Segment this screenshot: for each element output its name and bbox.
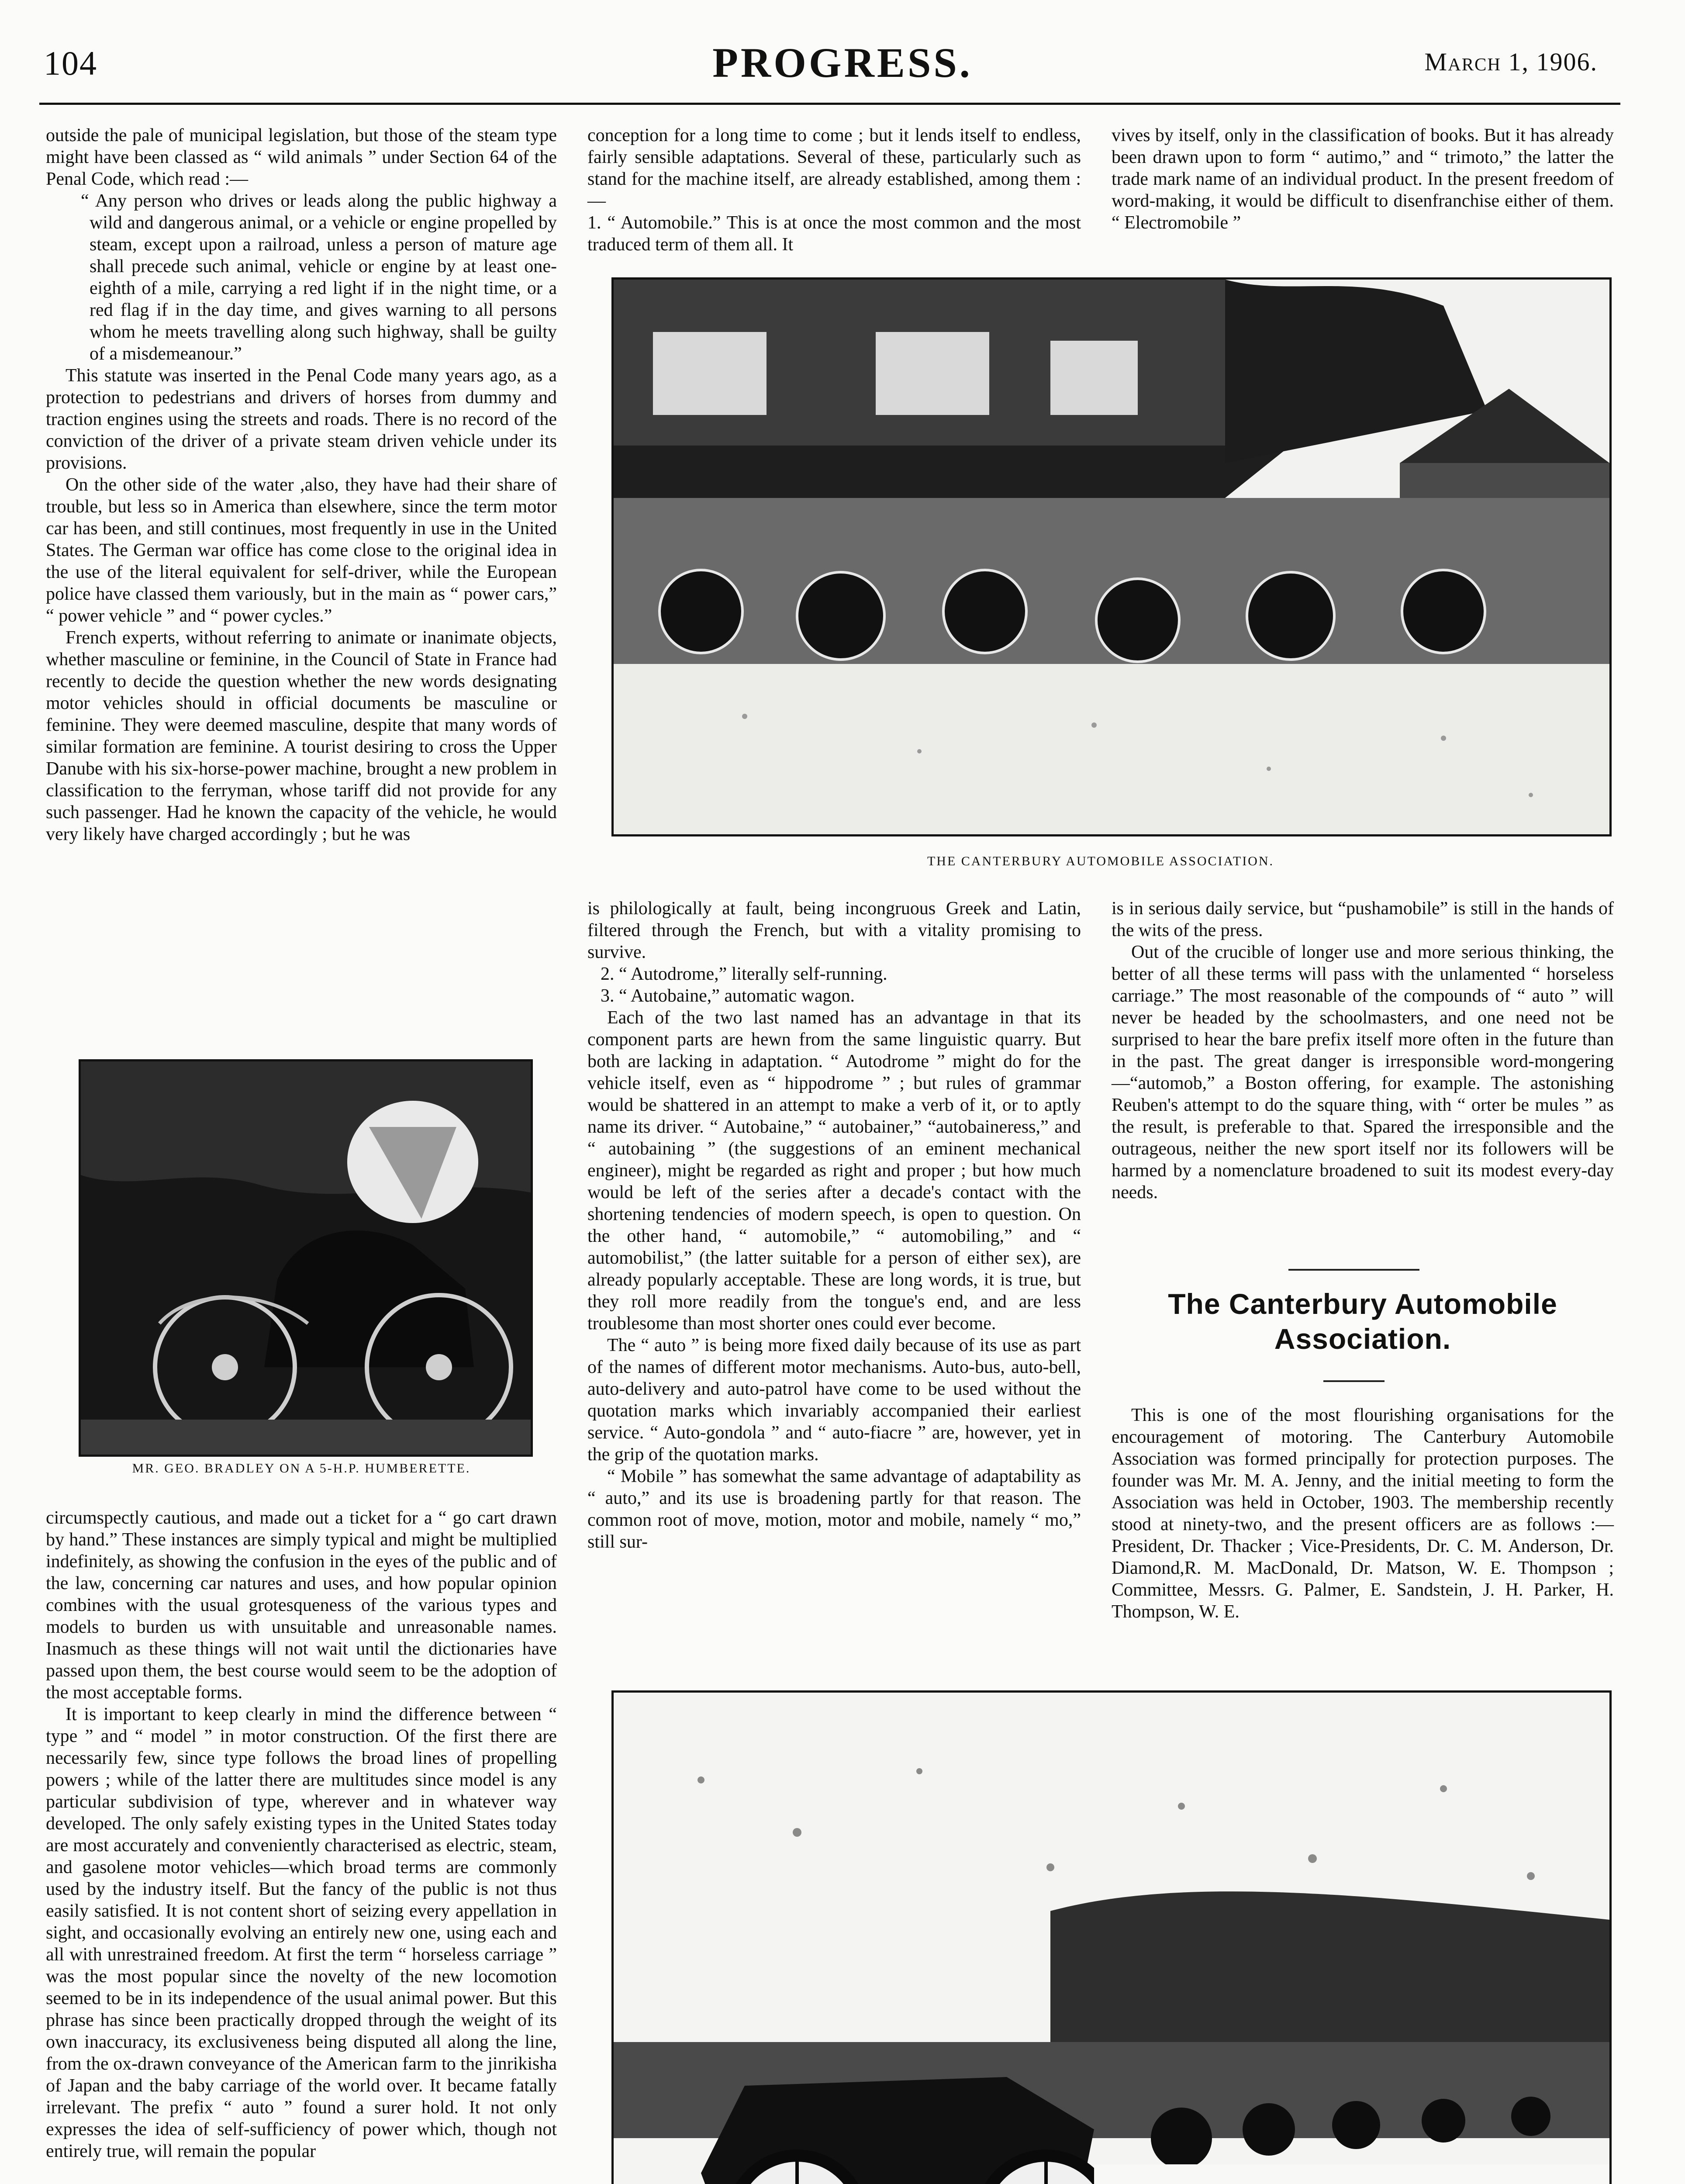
paragraph: Out of the crucible of longer use and more serious thinking, the better of all these terms will pass with the unlamented “ horseless carriage.” The most reasonable of the compounds of “ auto ” will never be headed by the schoolmasters, and one need not be surprised to hear the bare prefix itself more often in the future than in the past. The great danger is irresponsible word-mongering—“automob,” a Boston offering, for example. The astonishing Reuben's attempt to do the square thing, with “ orter be mules ” as the result, is preferable to that. Spared the irresponsible and the outrageous, neither the new sport itself nor its followers will be harmed by a nomenclature broadened to suit its modest every-day needs.	[1112, 942, 1614, 1203]
column-1-top	[46, 124, 557, 845]
page-number: 104	[44, 44, 97, 82]
car-illustration	[81, 1061, 531, 1455]
bradley-caption: MR. GEO. BRADLEY ON A 5-H.P. HUMBERETTE.	[132, 1461, 471, 1476]
column-1-bottom	[46, 1507, 557, 2162]
paragraph: The “ auto ” is being more fixed daily because of its use as part of the names of different motor mechanisms. Auto-bus, auto-bell, auto-delivery and auto-patrol have come to be used without the quotation marks which invariably accompanied their earliest service. “ Auto-gondola ” and “ auto-fiacre ” are, however, yet in the grip of the quotation marks.	[587, 1335, 1081, 1465]
paragraph: is philologically at fault, being incongruous Greek and Latin, filtered through the French, but with a vitality promising to survive.	[587, 898, 1081, 962]
paragraph: is in serious daily service, but “pushamobile” is still in the hands of the wits of the press.	[1112, 898, 1614, 940]
headline-rule	[1323, 1380, 1385, 1382]
section-divider	[1288, 1269, 1419, 1271]
canterbury-photo	[611, 277, 1612, 836]
issue-date: March 1, 1906.	[1424, 48, 1598, 76]
page-header	[0, 0, 1685, 105]
list-item: 1. “ Automobile.” This is at once the most common and the most traduced term of them all. It	[587, 213, 1081, 255]
article-headline: The Canterbury Automobile Association.	[1168, 1288, 1557, 1355]
column-2-top	[587, 124, 1081, 256]
paragraph: Each of the two last named has an advantage in that its component parts are hewn from the same linguistic quarry. But both are lacking in adaptation. “ Autodrome ” might do for the vehicle itself, even as “ hippodrome ” ; but rules of grammar would be shattered in an attempt to make a verb of it, or to aptly name its driver. “ Autobaine,” “ autobainer,” “autobaineress,” and “ autobaining ” (the suggestions of an eminent mechanical engineer), might be regarded as right and proper ; but how much would be left of the series after a decade's contact with the shortening tendencies of modern speech, is open to question. On the other hand, “ automobile,” “ automobiling,” and “ automobilist,” (the latter suitable for a person of either sex), are already popularly acceptable. These are long words, it is true, but they roll more readily from the tongue's end, and are less troublesome than most shorter ones could ever become.	[587, 1008, 1081, 1334]
column-3-top	[1112, 124, 1614, 234]
list-item: 2. “ Autodrome,” literally self-running.	[601, 964, 887, 984]
paragraph: outside the pale of municipal legislation, but those of the steam type might have been classed as “ wild animals ” under Section 64 of the Penal Code, which read :—	[46, 125, 557, 189]
column-3-middle	[1112, 898, 1614, 1203]
paragraph: French experts, without referring to animate or inanimate objects, whether masculine or feminine, in the Council of State in France had recently to decide the question whether the new words designating motor vehicles should in official documents be masculine or feminine. They were deemed masculine, despite that many words of similar formation are feminine. A tourist desiring to cross the Upper Danube with his six-horse-power machine, brought a new problem in classification to the ferryman, whose tariff did not provide for any such passenger. Had he known the capacity of the vehicle, he would very likely have charged accordingly ; but he was	[46, 628, 557, 844]
canterbury-caption: THE CANTERBURY AUTOMOBILE ASSOCIATION.	[927, 854, 1274, 868]
paragraph: It is important to keep clearly in mind the difference between “ type ” and “ model ” in motor construction. Of the first there are necessarily few, since type follows the broad lines of propelling powers ; while of the latter there are multitudes since model is any particular subdivision of type, wherever and in whatever way developed. The only safely existing types in the United States today are most accurately and conveniently characterised as electric, steam, and gasolene motor vehicles—which broad terms are commonly used by the industry itself. But the fancy of the public is not thus easily satisfied. It is not content short of seizing every appellation in sight, and occasionally evolving an entirely new one, using each and all with unrestrained freedom. At first the term “ horseless carriage ” was the most popular since the novelty of the new locomotion seemed to be in its independence of the usual animal power. But this phrase has since been practically dropped through the weight of its own inaccuracy, its exclusiveness being disputed all along the line, from the ox-drawn conveyance of the American farm to the jinrikisha of Japan and the baby carriage of the world over. It became fatally irrelevant. The prefix “ auto ” found a surer hold. It not only expresses the idea of self-sufficiency of power which, though not entirely true, will remain the popular	[46, 1704, 557, 2161]
paragraph: This statute was inserted in the Penal Code many years ago, as a protection to pedestrians and drivers of horses from dummy and traction engines using the streets and roads. There is no record of the conviction of the driver of a private steam driven vehicle under its provisions.	[46, 366, 557, 473]
paragraph: On the other side of the water ,also, they have had their share of trouble, but less so in America than elsewhere, since the term motor car has been, and still continues, most frequently in use in the United States. The German war office has come close to the original idea in the use of the literal equivalent for self-driver, while the European police have classed them variously, but in the main as “ power cars,” “ power vehicle ” and “ power cycles.”	[46, 475, 557, 626]
masthead-title: PROGRESS.	[712, 39, 973, 86]
paragraph: “ Mobile ” has somewhat the same advantage of adaptability as “ auto,” and its use is broadening partly for that reason. The common root of move, motion, motor and mobile, namely “ mo,” still sur-	[587, 1466, 1081, 1552]
bradley-photo	[79, 1059, 533, 1457]
header-rule	[39, 103, 1620, 105]
auckland-photo	[611, 1690, 1612, 2184]
paragraph: circumspectly cautious, and made out a ticket for a “ go cart drawn by hand.” These instances are simply typical and might be multiplied indefinitely, as showing the confusion in the eyes of the public and of the law, concerning car natures and uses, and how popular opinion combines with the usual grotesqueness of the various types and models to burden us with unsuitable and unreasonable names. Inasmuch as these things will not wait until the dictionaries have passed upon them, the best course would seem to be the adoption of the most acceptable forms.	[46, 1508, 557, 1703]
column-2-middle	[587, 898, 1081, 1553]
quote-paragraph: “ Any person who drives or leads along the public highway a wild and dangerous animal, or a vehicle or engine propelled by steam, except upon a railroad, unless a person of mature age shall precede such animal, vehicle or engine by at least one-eighth of a mile, carrying a red light if in the night time, or a red flag if in the day time, and gives warning to all persons whom he meets travelling along such highway, shall be guilty of a misdemeanour.”	[81, 191, 557, 364]
auckland-illustration	[614, 1693, 1609, 2184]
list-item: 3. “ Autobaine,” automatic wagon.	[601, 986, 855, 1006]
gathering-illustration	[614, 280, 1609, 834]
paragraph: conception for a long time to come ; but it lends itself to endless, fairly sensible adaptations. Several of these, particularly such as stand for the machine itself, are already established, among them :—	[587, 125, 1081, 211]
paragraph: vives by itself, only in the classification of books. But it has already been drawn upon to form “ autimo,” and “ trimoto,” the latter the trade mark name of an individual product. In the present freedom of word-making, it would be difficult to disenfranchise either of them. “ Electromobile ”	[1112, 125, 1614, 233]
column-3-bottom	[1112, 1404, 1614, 1623]
paragraph: This is one of the most flourishing organisations for the encouragement of motoring. The Canterbury Automobile Association was formed principally for protection purposes. The founder was Mr. M. A. Jenny, and the initial meeting to form the Association was held in October, 1903. The membership recently stood at ninety-two, and the present officers are as follows :—President, Dr. Thacker ; Vice-Presidents, Dr. C. M. Anderson, Dr. Diamond,R. M. MacDonald, Dr. Matson, W. E. Thompson ; Committee, Messrs. G. Palmer, E. Sandstein, J. H. Parker, H. Thompson, W. E.	[1112, 1405, 1614, 1622]
